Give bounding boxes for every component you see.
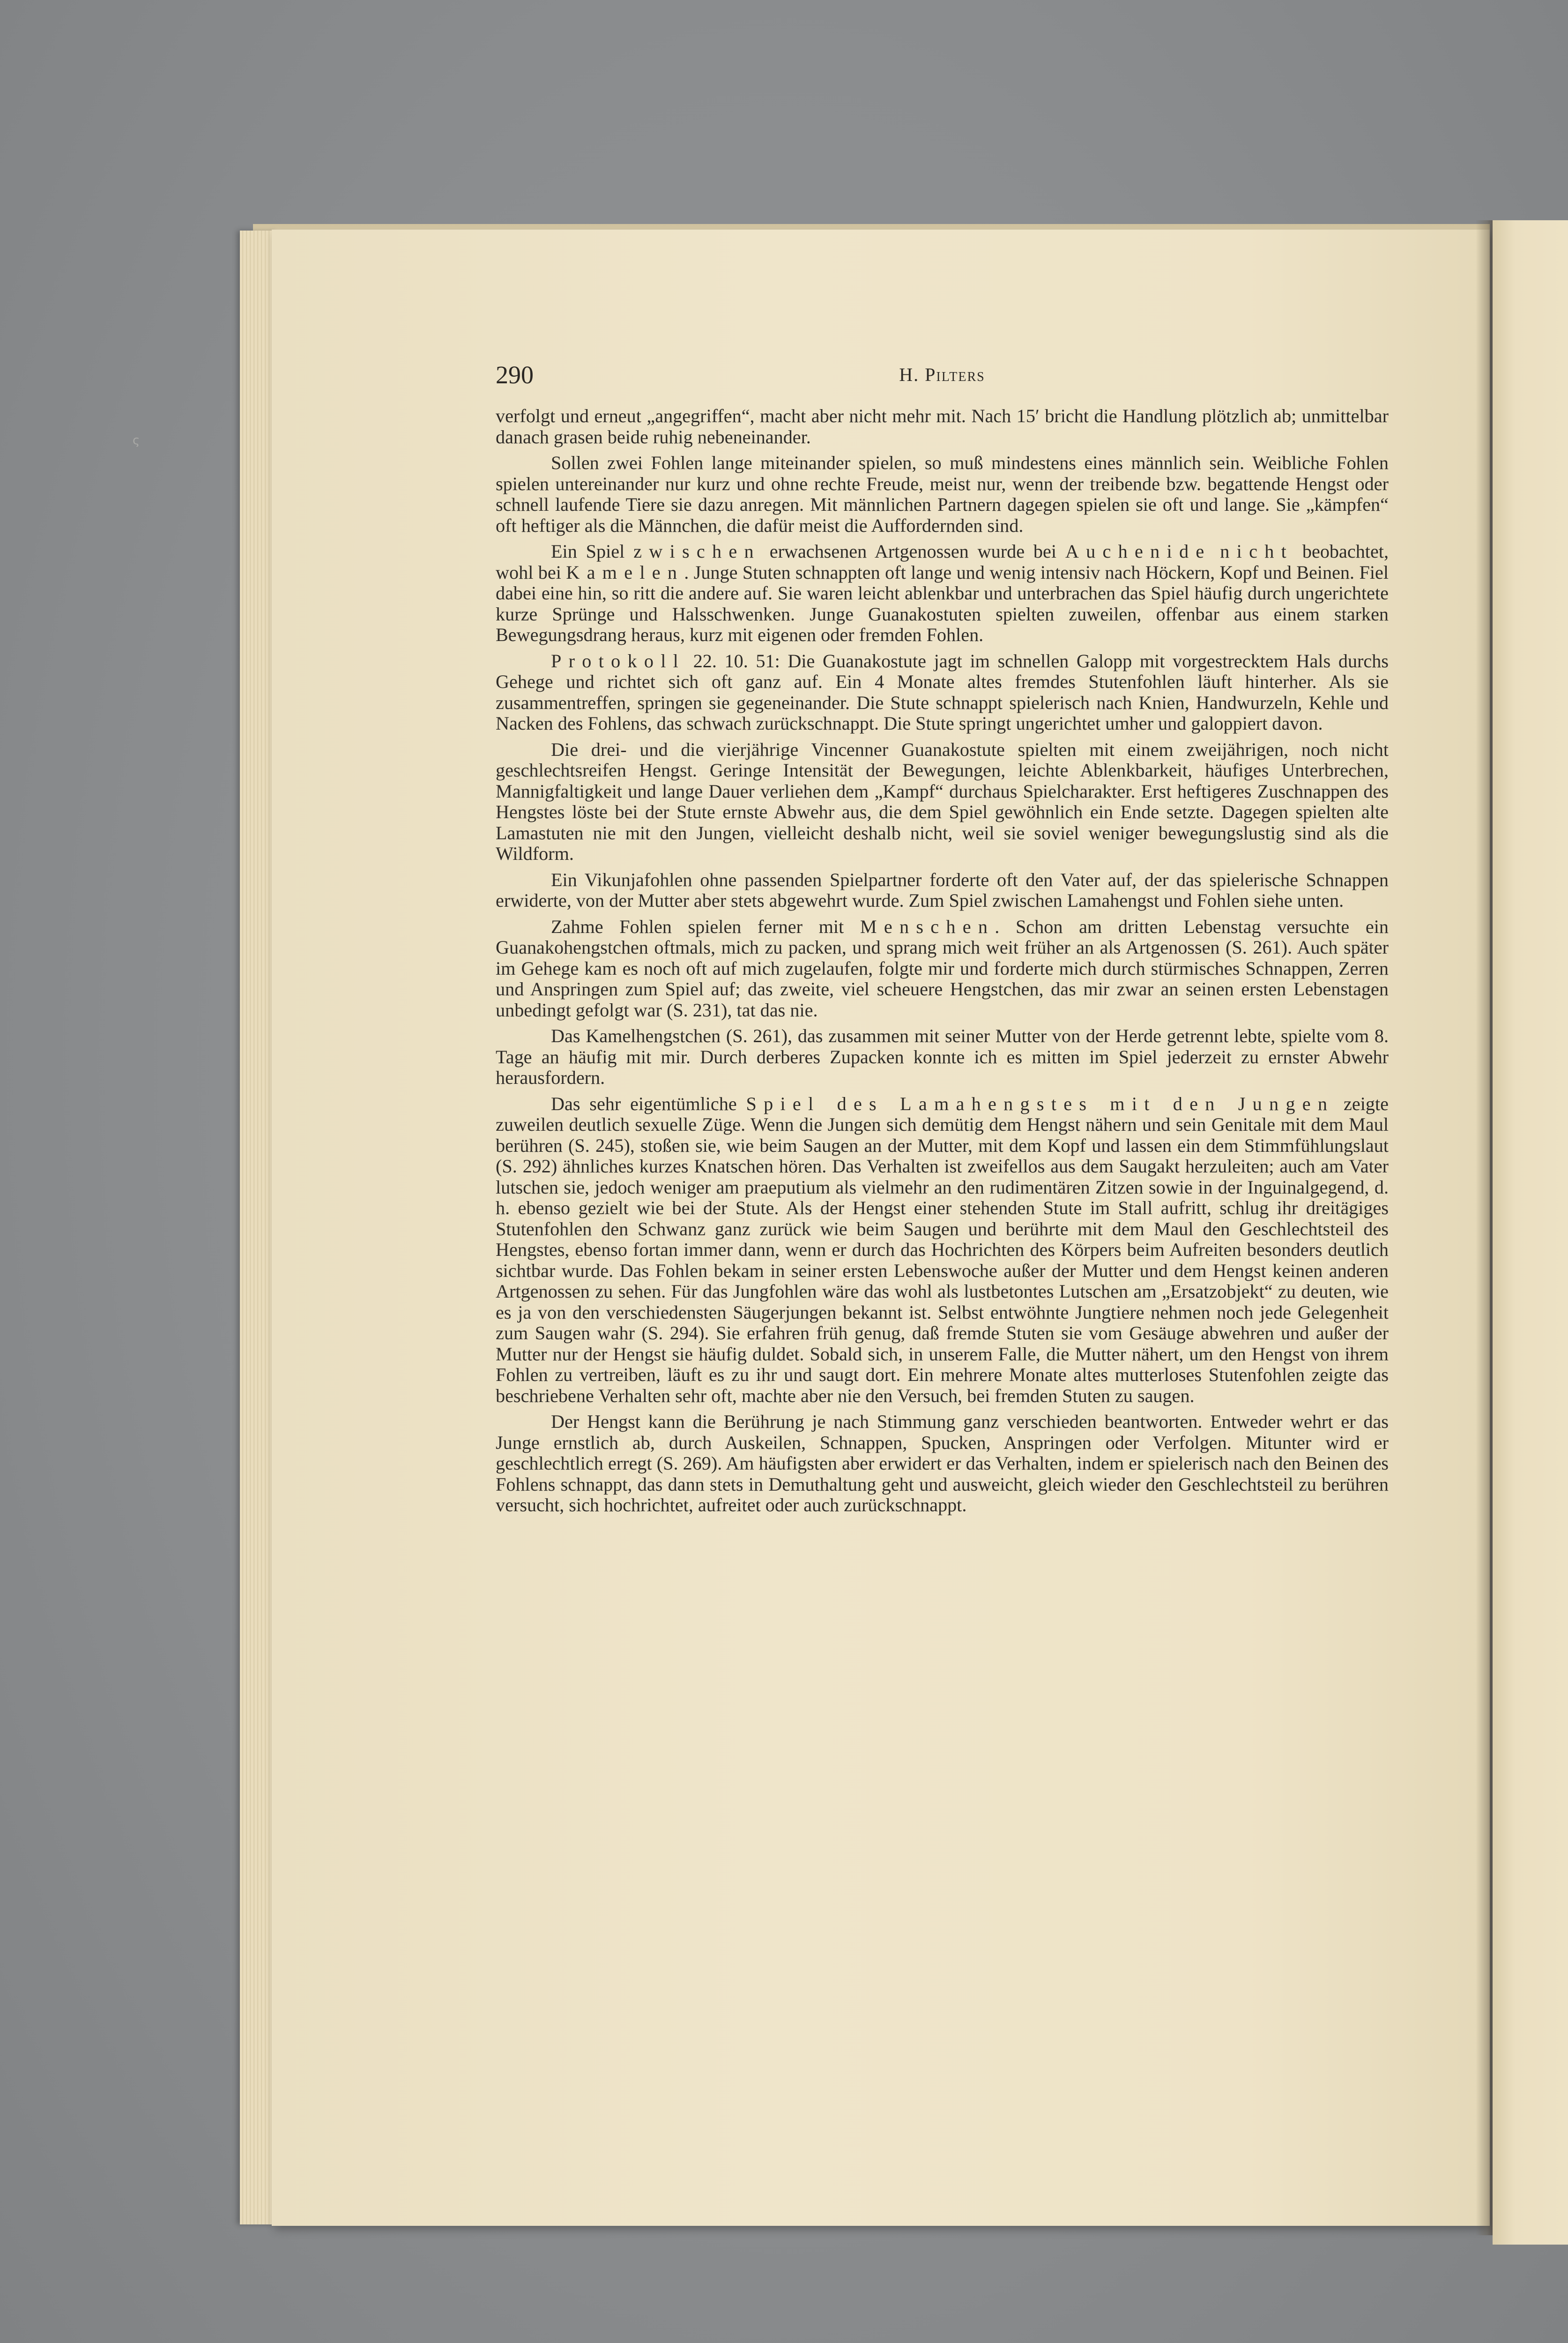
paragraph-7 bbox=[496, 917, 1389, 1021]
text-run: Ein Vikunjafohlen ohne passenden Spielpartner forderte oft den Vater auf, der das spielerische Schnappen erwiderte, von der Mutter aber stets abgewehrt wurde. Zum Spiel zwischen Lamahengst und Fohlen siehe unten. bbox=[496, 869, 1389, 911]
running-head: H. Pilters bbox=[899, 364, 985, 385]
text-run: erwachsenen Artgenossen wurde bei bbox=[760, 541, 1065, 562]
spaced-emphasis: Spiel des Lamahengstes mit den Jungen bbox=[746, 1093, 1335, 1114]
spaced-emphasis: Protokoll bbox=[551, 650, 686, 672]
paragraph-3 bbox=[496, 541, 1389, 646]
facing-page-edge bbox=[1493, 220, 1568, 2245]
paragraph-4 bbox=[496, 651, 1389, 734]
spaced-emphasis: Kamelen bbox=[566, 561, 684, 583]
body-text bbox=[496, 406, 1389, 1521]
paragraph-2 bbox=[496, 453, 1389, 536]
text-run: Sollen zwei Fohlen lange miteinander spielen, so muß mindestens eines männlich sein. Weibliche Fohlen spielen untereinander nur kurz und ohne rechte Freude, meist nur, wenn der treibende bzw. begattende Hengst oder schnell laufende Tiere sie dazu anregen. Mit männlichen Partnern dagegen spielen sie oft und lange. Sie „kämpfen“ oft heftiger als die Männchen, die dafür meist die Auffordernden sind. bbox=[496, 452, 1389, 536]
paragraph-1 bbox=[496, 406, 1389, 448]
text-run: zeigte zuweilen deutlich sexuelle Züge. Wenn die Jungen sich demütig dem Hengst nähern und sein Genitale mit dem Maul berühren (S. 245), stoßen sie, wie beim Saugen an der Mutter, mit dem Kopf und lassen ein dem Stimmfühlungslaut (S. 292) ähnliches kurzes Knatschen hören. Das Verhalten ist zweifellos aus dem Saugakt herzuleiten; auch am Vater lutschen sie, jedoch weniger am praeputium als vielmehr an den rudimentären Zitzen sowie in der Inguinalgegend, d. h. ebenso gezielt wie bei der Stute. Als der Hengst einer stehenden Stute im Stall aufritt, schlug ihr dreitägiges Stutenfohlen den Schwanz ganz zurück wie beim Saugen und berührte mit dem Maul den Geschlechtsteil des Hengstes, ebenso fortan immer dann, wenn er durch das Hochrichten des Körpers beim Aufreiten besonders deutlich sichtbar wurde. Das Fohlen bekam in seiner ersten Lebenswoche außer der Mutter und dem Hengst keinen anderen Artgenossen zu sehen. Für das Jungfohlen wäre das wohl als lustbetontes Lutschen am „Ersatzobjekt“ zu deuten, wie es ja von den verschiedensten Säugerjungen bekannt ist. Selbst entwöhnte Jungtiere nehmen noch jede Gelegenheit zum Saugen wahr (S. 294). Sie erfahren früh genug, daß fremde Stuten sie vom Gesäuge abwehren und außer der Mutter nur der Hengst sie häufig duldet. Sobald sich, in unserem Falle, die Mutter nähert, um den Hengst von ihrem Fohlen zu vertreiben, läuft es zu ihr und saugt dort. Ein mehrere Monate altes mutterloses Stutenfohlen zeigte das beschriebene Verhalten sehr oft, machte aber nie den Versuch, bei fremden Stuten zu saugen. bbox=[496, 1093, 1389, 1406]
spaced-emphasis: nicht bbox=[1220, 541, 1294, 562]
text-run: Zahme Fohlen spielen ferner mit bbox=[551, 916, 860, 937]
paragraph-5 bbox=[496, 739, 1389, 865]
paragraph-10 bbox=[496, 1411, 1389, 1516]
text-run: verfolgt und erneut „angegriffen“, macht aber nicht mehr mit. Nach 15′ bricht die Handlung plötzlich ab; unmittelbar danach grasen beide ruhig nebeneinander. bbox=[496, 405, 1389, 448]
text-run: Die drei- und die vierjährige Vincenner Guanakostute spielten mit einem zweijährigen, noch nicht geschlechtsreifen Hengst. Geringe Intensität der Bewegungen, leichte Ablenkbarkeit, häufiges Unterbrechen, Mannigfaltigkeit und lange Dauer verliehen dem „Kampf“ durchaus Spielcharakter. Erst heftigeres Zuschnappen des Hengstes löste bei der Stute ernste Abwehr aus, die dem Spiel gewöhnlich ein Ende setzte. Dagegen spielten alte Lamastuten nie mit den Jungen, vielleicht deshalb nicht, weil sie soviel weniger bewegungslustig sind als die Wildform. bbox=[496, 739, 1389, 864]
text-run: . Junge Stuten schnappten oft lange und wenig intensiv nach Höckern, Kopf und Beinen. Fiel dabei eine hin, so ritt die andere auf. Sie waren leicht ablenkbar und unterbrachen das Spiel häufig durch ungerichtete kurze Sprünge und Halsschwenken. Junge Guanakostuten spielten zuweilen, offenbar aus einem starken Bewegungsdrang heraus, kurz mit eigenen oder fremden Fohlen. bbox=[496, 561, 1389, 645]
paragraph-9 bbox=[496, 1094, 1389, 1407]
page-number: 290 bbox=[496, 361, 534, 389]
text-run: Das sehr eigentümliche bbox=[551, 1093, 746, 1114]
spaced-emphasis: zwischen bbox=[633, 541, 761, 562]
book-gutter-shadow bbox=[1476, 220, 1494, 2235]
text-run bbox=[1211, 541, 1220, 562]
paragraph-8 bbox=[496, 1026, 1389, 1089]
text-run: Das Kamelhengstchen (S. 261), das zusammen mit seiner Mutter von der Herde getrennt lebte, spielte vom 8. Tage an häufig mit mir. Durch derberes Zupacken konnte ich es mitten im Spiel jederzeit zu ernster Abwehr herausfordern. bbox=[496, 1025, 1389, 1088]
spaced-emphasis: Menschen bbox=[860, 916, 995, 937]
text-run: beobachtet, wohl bei bbox=[496, 541, 1389, 583]
spaced-emphasis: Auchenide bbox=[1065, 541, 1211, 562]
paragraph-6 bbox=[496, 870, 1389, 911]
text-run: 22. 10. 51: Die Guanakostute jagt im schnellen Galopp mit vorgestrecktem Hals durchs Gehege und richtet sich oft ganz auf. Ein 4 Monate altes fremdes Stutenfohlen läuft hinterher. Als sie zusammentreffen, springen sie gegeneinander. Die Stute schnappt spielerisch nach Knien, Handwurzeln, Kehle und Nacken des Fohlens, das schwach zurückschnappt. Die Stute springt ungerichtet umher und galoppiert davon. bbox=[496, 650, 1389, 734]
text-run: Ein Spiel bbox=[551, 541, 634, 562]
text-run: . Schon am dritten Lebenstag versuchte ein Guanakohengstchen oftmals, mich zu packen, und sprang mich weit früher an als Artgenossen (S. 261). Auch später im Gehege kam es noch oft auf mich zugelaufen, folgte mir und forderte mich durch stürmisches Schnappen, Zerren und Anspringen zum Spiel auf; das zweite, viel scheuere Hengstchen, das mir zwar an seinen ersten Lebenstagen unbedingt gefolgt war (S. 231), tat das nie. bbox=[496, 916, 1389, 1021]
margin-pencil-mark: ς bbox=[133, 433, 140, 448]
text-run: Der Hengst kann die Berührung je nach Stimmung ganz verschieden beantworten. Entweder wehrt er das Junge ernstlich ab, durch Auskeilen, Schnappen, Spucken, Anspringen oder Verfolgen. Mitunter wird er geschlechtlich erregt (S. 269). Am häufigsten aber erwidert er das Verhalten, indem er spielerisch nach den Beinen des Fohlens schnappt, das dann stets in Demuthaltung geht und ausweicht, gleich wieder den Geschlechtsteil zu berühren versucht, sich hochrichtet, aufreitet oder auch zurückschnappt. bbox=[496, 1411, 1389, 1515]
page-header bbox=[496, 361, 1389, 394]
